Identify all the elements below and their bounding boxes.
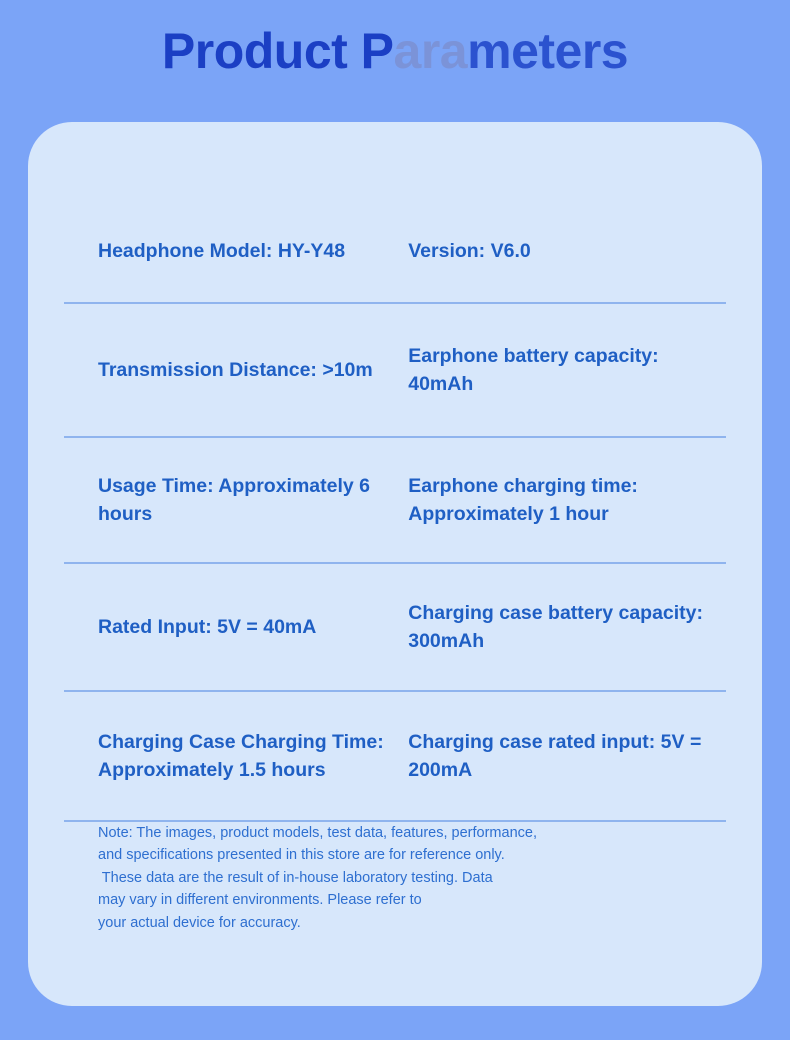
table-row xyxy=(64,200,726,304)
note-line-5: your actual device for accuracy. xyxy=(98,914,301,931)
note-line-4: may vary in different environments. Please refer to xyxy=(98,892,422,909)
spec-cell-right: Charging case rated input: 5V = 200mA xyxy=(408,730,702,781)
note-line-3: These data are the result of in-house laboratory testing. Data xyxy=(98,869,493,886)
spec-cell-right: Earphone charging time: Approximately 1 hour xyxy=(408,474,638,525)
spec-cell-right: Version: V6.0 xyxy=(408,239,531,262)
page-title-segment-1: Product P xyxy=(161,23,394,79)
spec-cell-left: Charging Case Charging Time: Approximately 1.5 hours xyxy=(98,730,384,781)
spec-table xyxy=(64,200,726,822)
table-row xyxy=(64,304,726,438)
page-title-segment-3: meters xyxy=(467,23,629,79)
table-row xyxy=(64,692,726,822)
page-title xyxy=(0,0,790,80)
spec-card xyxy=(28,122,762,1006)
spec-cell-left: Usage Time: Approximately 6 hours xyxy=(98,474,371,525)
spec-cell-right: Charging case battery capacity: 300mAh xyxy=(408,601,704,652)
table-row xyxy=(64,564,726,692)
spec-cell-left: Rated Input: 5V = 40mA xyxy=(98,615,317,638)
page-title-segment-2: ara xyxy=(393,23,468,79)
table-row xyxy=(64,438,726,564)
spec-cell-left: Headphone Model: HY-Y48 xyxy=(98,239,346,262)
spec-cell-right: Earphone battery capacity: 40mAh xyxy=(408,344,659,395)
disclaimer-note xyxy=(98,822,722,934)
spec-cell-left: Transmission Distance: >10m xyxy=(98,358,373,381)
note-line-1: Note: The images, product models, test data, features, performance, xyxy=(98,825,537,841)
note-line-2: and specifications presented in this store are for reference only. xyxy=(98,847,505,864)
